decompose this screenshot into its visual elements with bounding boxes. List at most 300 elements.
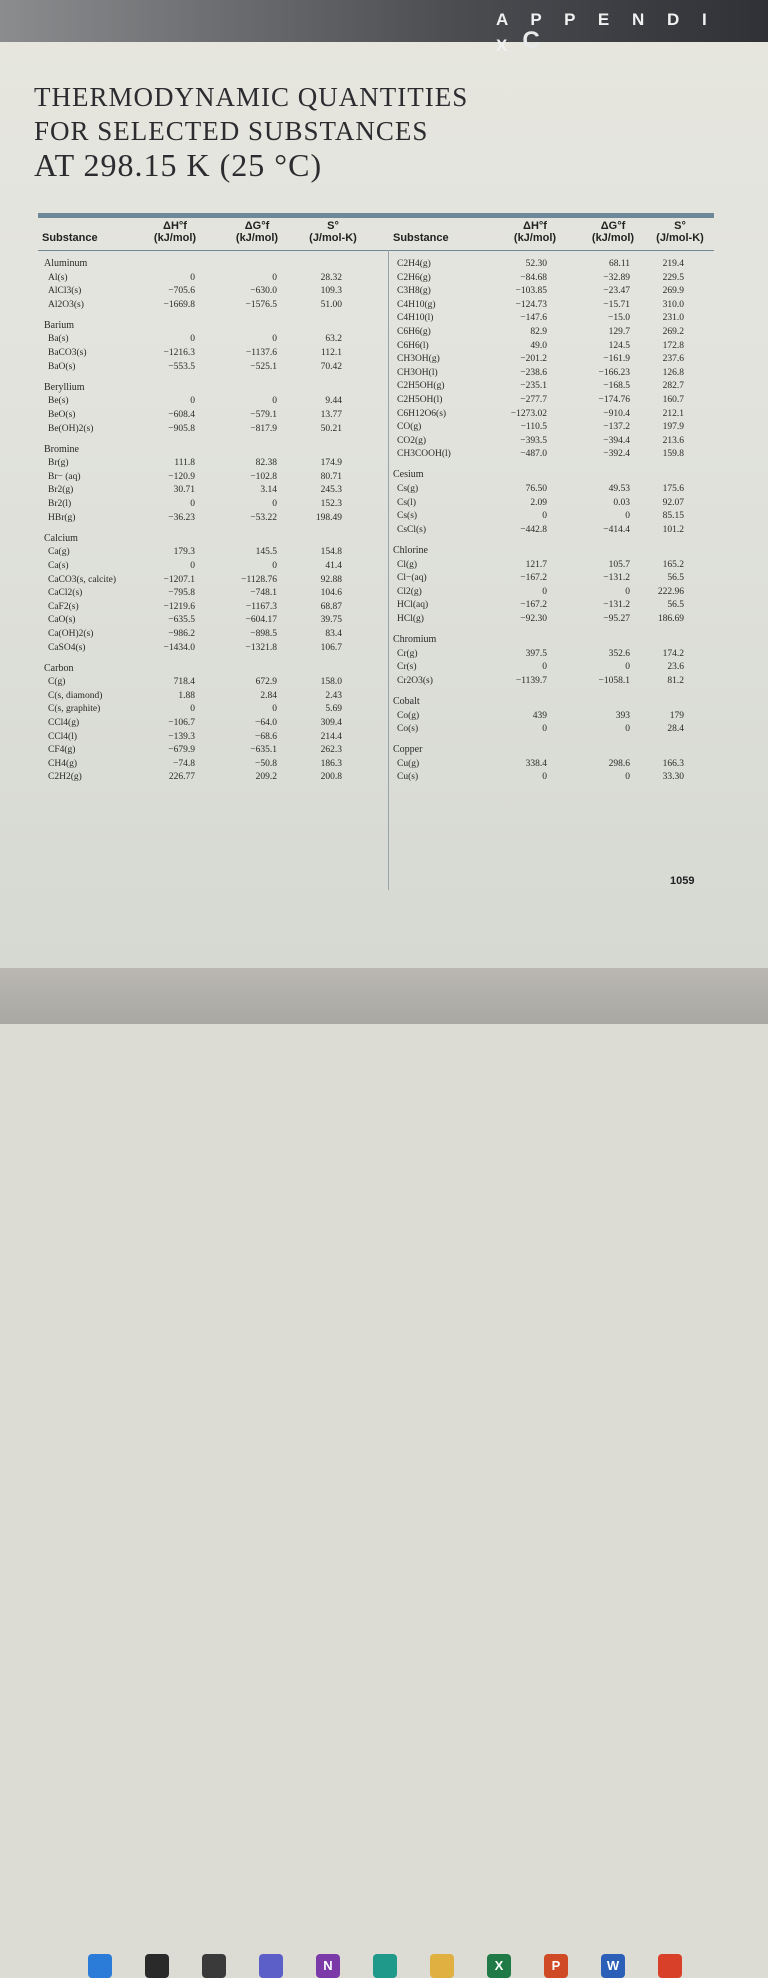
substance-name: C2H6(g) [397, 272, 431, 283]
gibbs-value: 3.14 [260, 485, 277, 496]
substance-name: C4H10(g) [397, 299, 436, 310]
table-column-divider [388, 250, 389, 890]
entropy-value: 186.69 [657, 613, 684, 624]
enthalpy-value: −635.5 [168, 615, 195, 626]
substance-name: Co(g) [397, 710, 420, 721]
substance-name: Cs(g) [397, 484, 419, 495]
substance-name: C2H2(g) [48, 772, 82, 783]
enthalpy-value: −139.3 [168, 731, 195, 742]
enthalpy-value: 121.7 [525, 559, 547, 570]
gibbs-value: −64.0 [255, 718, 277, 728]
substance-name: CH3OH(l) [397, 367, 438, 378]
enthalpy-value: 0 [190, 560, 195, 571]
edge-icon[interactable] [373, 1954, 397, 1978]
gibbs-value: 0 [625, 724, 630, 735]
enthalpy-value: 226.77 [168, 772, 195, 783]
powerpoint-icon[interactable]: P [544, 1954, 568, 1978]
gibbs-value: −174.76 [598, 395, 630, 405]
gibbs-value: −53.22 [250, 512, 277, 523]
header-dg-symbol: ΔG°f [600, 220, 626, 232]
gibbs-value: −137.2 [603, 422, 630, 433]
substance-name: C2H4(g) [397, 259, 431, 269]
enthalpy-value: −167.2 [520, 600, 547, 611]
substance-name: Be(OH)2(s) [48, 423, 94, 434]
substance-group-label: Beryllium [44, 381, 85, 393]
substance-name: HCl(g) [397, 613, 424, 624]
entropy-value: 160.7 [662, 395, 684, 405]
enthalpy-value: −84.68 [520, 272, 547, 283]
header-dh-unit: (kJ/mol) [513, 232, 557, 244]
enthalpy-value: 0 [190, 499, 195, 510]
entropy-value: 70.42 [320, 361, 342, 372]
enthalpy-value: −1219.6 [163, 601, 195, 612]
gibbs-value: −1576.5 [245, 299, 277, 310]
header-s-right [645, 220, 715, 244]
entropy-value: 126.8 [662, 367, 684, 378]
entropy-value: 214.4 [320, 731, 342, 742]
enthalpy-value: −110.5 [520, 422, 547, 433]
gibbs-value: 49.53 [608, 484, 630, 495]
substance-name: Al2O3(s) [48, 299, 84, 310]
header-dh-left [140, 220, 210, 244]
gibbs-value: −1128.76 [241, 574, 277, 585]
enthalpy-value: −679.9 [168, 745, 195, 756]
substance-name: Cl2(g) [397, 586, 422, 597]
enthalpy-value: −201.2 [520, 354, 547, 365]
entropy-value: 80.71 [320, 471, 342, 482]
gibbs-value: −1167.3 [245, 601, 277, 612]
gibbs-value: −898.5 [250, 628, 277, 639]
substance-name: C3H8(g) [397, 286, 431, 297]
entropy-value: 213.6 [662, 435, 684, 446]
substance-name: Ba(s) [48, 334, 69, 345]
entropy-value: 309.4 [320, 718, 342, 728]
word-icon[interactable]: W [601, 1954, 625, 1978]
entropy-value: 179 [669, 710, 684, 721]
gibbs-value: −102.8 [250, 471, 277, 482]
gibbs-value: 352.6 [608, 648, 630, 659]
substance-name: CaSO4(s) [48, 642, 86, 653]
gibbs-value: −394.4 [603, 435, 630, 446]
entropy-value: 310.0 [662, 299, 684, 310]
header-dh-right [500, 220, 570, 244]
gibbs-value: −1321.8 [245, 642, 277, 653]
enthalpy-value: −705.6 [168, 286, 195, 297]
entropy-value: 85.15 [662, 511, 684, 522]
substance-name: CH4(g) [48, 758, 78, 769]
substance-name: Ca(g) [48, 547, 70, 558]
page-number: 1059 [670, 875, 695, 887]
title-line-2: FOR SELECTED SUBSTANCES [34, 116, 429, 146]
enthalpy-value: 82.9 [530, 327, 547, 337]
enthalpy-value: −1434.0 [163, 642, 195, 653]
entropy-value: 33.30 [662, 772, 684, 783]
substance-name: C(s, graphite) [48, 704, 101, 715]
enthalpy-value: 0 [542, 586, 547, 597]
enthalpy-value: −120.9 [168, 471, 195, 482]
gibbs-value: −15.71 [603, 299, 630, 310]
folder-icon[interactable] [430, 1954, 454, 1978]
page-title [34, 80, 468, 182]
enthalpy-value: 0 [542, 662, 547, 673]
entropy-value: 92.07 [662, 497, 684, 508]
gibbs-value: −392.4 [603, 449, 630, 460]
gibbs-value: −23.47 [603, 286, 630, 297]
gibbs-value: −604.17 [245, 615, 277, 626]
appendix-letter: C [522, 27, 540, 54]
entropy-value: 112.1 [320, 348, 342, 359]
enthalpy-value: 397.5 [525, 648, 547, 659]
substance-name: C4H10(l) [397, 313, 434, 324]
entropy-value: 174.9 [320, 458, 342, 469]
enthalpy-value: 0 [190, 704, 195, 715]
entropy-value: 106.7 [320, 642, 342, 653]
gibbs-value: 0 [625, 772, 630, 783]
entropy-value: 166.3 [662, 758, 684, 769]
enthalpy-value: −442.8 [520, 524, 547, 535]
entropy-value: 56.5 [667, 573, 684, 584]
gibbs-value: 0 [272, 499, 277, 510]
entropy-value: 165.2 [662, 559, 684, 570]
substance-name: CCl4(l) [48, 731, 78, 742]
substance-name: CsCl(s) [397, 524, 427, 535]
gibbs-value: 68.11 [608, 259, 630, 269]
entropy-value: 175.6 [662, 484, 684, 495]
gibbs-value: −50.8 [255, 758, 277, 769]
enthalpy-value: 179.3 [173, 547, 195, 558]
substance-group-label: Copper [393, 744, 423, 756]
appendix-label [496, 10, 768, 58]
substance-name: Cs(s) [397, 511, 418, 522]
header-dg-left [222, 220, 292, 244]
office-icon[interactable] [658, 1954, 682, 1978]
enthalpy-value: 52.30 [525, 259, 547, 269]
enthalpy-value: 111.8 [174, 458, 195, 469]
gibbs-value: 0 [625, 662, 630, 673]
entropy-value: 28.32 [320, 272, 342, 283]
header-dh-symbol: ΔH°f [523, 220, 547, 232]
entropy-value: 229.5 [662, 272, 684, 283]
header-dh-unit: (kJ/mol) [153, 232, 197, 244]
gibbs-value: −131.2 [603, 600, 630, 611]
gibbs-value: −748.1 [250, 588, 277, 599]
substance-name: Be(s) [48, 396, 69, 407]
gibbs-value: 0 [272, 272, 277, 283]
enthalpy-value: −795.8 [168, 588, 195, 599]
enthalpy-value: −487.0 [520, 449, 547, 460]
entropy-value: 200.8 [320, 772, 342, 783]
enthalpy-value: −74.8 [173, 758, 195, 769]
header-substance-left: Substance [42, 232, 98, 244]
gibbs-value: 105.7 [608, 559, 630, 570]
entropy-value: 197.9 [662, 422, 684, 433]
gibbs-value: −579.1 [250, 409, 277, 420]
substance-name: Ca(OH)2(s) [48, 628, 94, 639]
entropy-value: 23.6 [667, 662, 684, 673]
entropy-value: 282.7 [662, 381, 684, 392]
gibbs-value: 393 [615, 710, 630, 721]
enthalpy-value: −1139.7 [515, 675, 547, 686]
substance-name: Cu(s) [397, 772, 419, 783]
gibbs-value: −15.0 [608, 313, 630, 324]
substance-group-label: Cesium [393, 469, 424, 481]
entropy-value: 81.2 [667, 675, 684, 686]
teams-icon[interactable] [259, 1954, 283, 1978]
substance-name: BaO(s) [48, 361, 76, 372]
document-page [0, 0, 768, 968]
gibbs-value: 0 [625, 511, 630, 522]
entropy-value: 101.2 [662, 524, 684, 535]
substance-name: C2H5OH(l) [397, 395, 443, 405]
substance-name: CaO(s) [48, 615, 76, 626]
title-line-3: AT 298.15 K (25 °C) [34, 147, 323, 183]
windows-taskbar [0, 968, 768, 1973]
substance-name: BeO(s) [48, 409, 76, 420]
gibbs-value: −1137.6 [245, 348, 277, 359]
table-top-rule [38, 213, 714, 218]
substance-name: Cr2O3(s) [397, 675, 433, 686]
table-header-rule [38, 250, 714, 251]
substance-group-label: Chlorine [393, 544, 428, 556]
entropy-value: 51.00 [320, 299, 342, 310]
gibbs-value: 0 [272, 704, 277, 715]
gibbs-value: −525.1 [250, 361, 277, 372]
substance-name: Cu(g) [397, 758, 420, 769]
entropy-value: 109.3 [320, 286, 342, 297]
enthalpy-value: 49.0 [530, 340, 547, 351]
entropy-value: 174.2 [662, 648, 684, 659]
title-line-1: THERMODYNAMIC QUANTITIES [34, 82, 469, 112]
header-s-left [298, 220, 368, 244]
substance-name: HBr(g) [48, 512, 76, 523]
gibbs-value: −817.9 [250, 423, 277, 434]
gibbs-value: 209.2 [255, 772, 277, 783]
gibbs-value: −161.9 [603, 354, 630, 365]
entropy-value: 212.1 [662, 408, 684, 419]
enthalpy-value: −235.1 [520, 381, 547, 392]
entropy-value: 83.4 [325, 628, 342, 639]
substance-name: C6H6(l) [397, 340, 429, 351]
gibbs-value: 672.9 [255, 677, 277, 688]
gibbs-value: 0 [272, 396, 277, 407]
gibbs-value: −630.0 [250, 286, 277, 297]
substance-name: HCl(aq) [397, 600, 429, 611]
substance-group-label: Cobalt [393, 695, 420, 707]
substance-name: Cr(s) [397, 662, 417, 673]
entropy-value: 198.49 [315, 512, 342, 523]
entropy-value: 245.3 [320, 485, 342, 496]
substance-name: Br2(l) [48, 499, 72, 510]
entropy-value: 41.4 [325, 560, 342, 571]
entropy-value: 269.2 [662, 327, 684, 337]
entropy-value: 237.6 [662, 354, 684, 365]
substance-name: CO2(g) [397, 435, 427, 446]
appendix-text: A P P E N D I X [496, 10, 716, 55]
entropy-value: 269.9 [662, 286, 684, 297]
entropy-value: 13.77 [320, 409, 342, 420]
substance-name: Br(g) [48, 458, 69, 469]
enthalpy-value: −92.30 [520, 613, 547, 624]
entropy-value: 39.75 [320, 615, 342, 626]
gibbs-value: −32.89 [603, 272, 630, 283]
header-dh-symbol: ΔH°f [163, 220, 187, 232]
header-dg-right [578, 220, 648, 244]
entropy-value: 158.0 [320, 677, 342, 688]
substance-name: CCl4(g) [48, 718, 80, 728]
enthalpy-value: 0 [542, 724, 547, 735]
onenote-icon[interactable]: N [316, 1954, 340, 1978]
substance-group-label: Aluminum [44, 258, 88, 269]
substance-name: Br− (aq) [48, 471, 81, 482]
entropy-value: 56.5 [667, 600, 684, 611]
substance-name: C6H12O6(s) [397, 408, 447, 419]
enthalpy-value: −238.6 [520, 367, 547, 378]
substance-name: Cl−(aq) [397, 573, 427, 584]
gibbs-value: 0.03 [613, 497, 630, 508]
entropy-value: 5.69 [325, 704, 342, 715]
substance-name: C6H6(g) [397, 327, 431, 337]
enthalpy-value: 1.88 [178, 690, 195, 701]
gibbs-value: 298.6 [608, 758, 630, 769]
entropy-value: 154.8 [320, 547, 342, 558]
enthalpy-value: −167.2 [520, 573, 547, 584]
enthalpy-value: 0 [542, 772, 547, 783]
enthalpy-value: −905.8 [168, 423, 195, 434]
header-dg-unit: (kJ/mol) [235, 232, 279, 244]
gibbs-value: 129.7 [608, 327, 630, 337]
substance-name: Ca(s) [48, 560, 69, 571]
enthalpy-value: −1216.3 [163, 348, 195, 359]
substance-name: C(s, diamond) [48, 690, 103, 701]
substance-name: BaCO3(s) [48, 348, 87, 359]
substance-name: CaCl2(s) [48, 588, 83, 599]
entropy-value: 104.6 [320, 588, 342, 599]
header-s-unit: (J/mol-K) [309, 232, 357, 244]
substance-name: Br2(g) [48, 485, 74, 496]
enthalpy-value: 0 [190, 396, 195, 407]
entropy-value: 50.21 [320, 423, 342, 434]
gibbs-value: 2.84 [260, 690, 277, 701]
enthalpy-value: −553.5 [168, 361, 195, 372]
entropy-value: 68.87 [320, 601, 342, 612]
enthalpy-value: 718.4 [173, 677, 195, 688]
gibbs-value: 82.38 [255, 458, 277, 469]
entropy-value: 219.4 [662, 259, 684, 269]
enthalpy-value: 0 [190, 272, 195, 283]
gibbs-value: 145.5 [255, 547, 277, 558]
substance-name: Cs(l) [397, 497, 416, 508]
entropy-value: 92.88 [320, 574, 342, 585]
substance-name: C2H5OH(g) [397, 381, 445, 392]
entropy-value: 222.96 [657, 586, 684, 597]
file-explorer-icon[interactable] [202, 1954, 226, 1978]
substance-name: Al(s) [48, 272, 68, 283]
substance-name: Cl(g) [397, 559, 418, 570]
entropy-value: 28.4 [667, 724, 684, 735]
gibbs-value: −131.2 [603, 573, 630, 584]
enthalpy-value: 439 [532, 710, 547, 721]
gibbs-value: −1058.1 [598, 675, 630, 686]
search-icon[interactable] [145, 1954, 169, 1978]
enthalpy-value: 0 [542, 511, 547, 522]
enthalpy-value: −277.7 [520, 395, 547, 405]
gibbs-value: −166.23 [598, 367, 630, 378]
substance-name: AlCl3(s) [48, 286, 82, 297]
excel-icon[interactable]: X [487, 1954, 511, 1978]
entropy-value: 159.8 [662, 449, 684, 460]
entropy-value: 63.2 [325, 334, 342, 345]
substance-group-label: Carbon [44, 662, 74, 674]
enthalpy-value: −106.7 [168, 718, 195, 728]
substance-name: CaCO3(s, calcite) [48, 574, 117, 585]
header-s-symbol: S° [327, 220, 339, 232]
enthalpy-value: −393.5 [520, 435, 547, 446]
gibbs-value: 0 [272, 560, 277, 571]
substance-name: C(g) [48, 677, 66, 688]
entropy-value: 186.3 [320, 758, 342, 769]
enthalpy-value: −986.2 [168, 628, 195, 639]
enthalpy-value: −147.6 [520, 313, 547, 324]
substance-name: Co(s) [397, 724, 419, 735]
substance-group-label: Barium [44, 319, 74, 331]
enthalpy-value: −1207.1 [163, 574, 195, 585]
gibbs-value: −414.4 [603, 524, 630, 535]
substance-group-label: Chromium [393, 634, 437, 646]
enthalpy-value: −1273.02 [510, 408, 547, 419]
substance-name: Cr(g) [397, 648, 418, 659]
enthalpy-value: 76.50 [525, 484, 547, 495]
header-dg-symbol: ΔG°f [244, 220, 270, 232]
header-dg-unit: (kJ/mol) [591, 232, 635, 244]
gibbs-value: −68.6 [255, 731, 277, 742]
header-s-unit: (J/mol-K) [656, 232, 704, 244]
enthalpy-value: −1669.8 [163, 299, 195, 310]
enthalpy-value: 0 [190, 334, 195, 345]
enthalpy-value: 30.71 [173, 485, 195, 496]
header-s-symbol: S° [674, 220, 686, 232]
header-substance-right: Substance [393, 232, 449, 244]
substance-group-label: Calcium [44, 532, 78, 544]
substance-name: CaF2(s) [48, 601, 79, 612]
start-icon[interactable] [88, 1954, 112, 1978]
gibbs-value: 0 [625, 586, 630, 597]
substance-name: CO(g) [397, 422, 422, 433]
entropy-value: 2.43 [325, 690, 342, 701]
enthalpy-value: −36.23 [168, 512, 195, 523]
enthalpy-value: −124.73 [515, 299, 547, 310]
enthalpy-value: −608.4 [168, 409, 195, 420]
substance-group-label: Bromine [44, 443, 79, 455]
entropy-value: 172.8 [662, 340, 684, 351]
enthalpy-value: 2.09 [530, 497, 547, 508]
enthalpy-value: −103.85 [515, 286, 547, 297]
appendix-banner [0, 0, 768, 55]
substance-name: CH3OH(g) [397, 354, 440, 365]
entropy-value: 231.0 [662, 313, 684, 324]
entropy-value: 152.3 [320, 499, 342, 510]
gibbs-value: −910.4 [603, 408, 630, 419]
gibbs-value: −635.1 [250, 745, 277, 756]
substance-name: CH3COOH(l) [397, 449, 451, 460]
enthalpy-value: 338.4 [525, 758, 547, 769]
entropy-value: 9.44 [325, 396, 342, 407]
entropy-value: 262.3 [320, 745, 342, 756]
substance-name: CF4(g) [48, 745, 76, 756]
gibbs-value: −168.5 [603, 381, 630, 392]
gibbs-value: −95.27 [603, 613, 630, 624]
gibbs-value: 124.5 [608, 340, 630, 351]
gibbs-value: 0 [272, 334, 277, 345]
